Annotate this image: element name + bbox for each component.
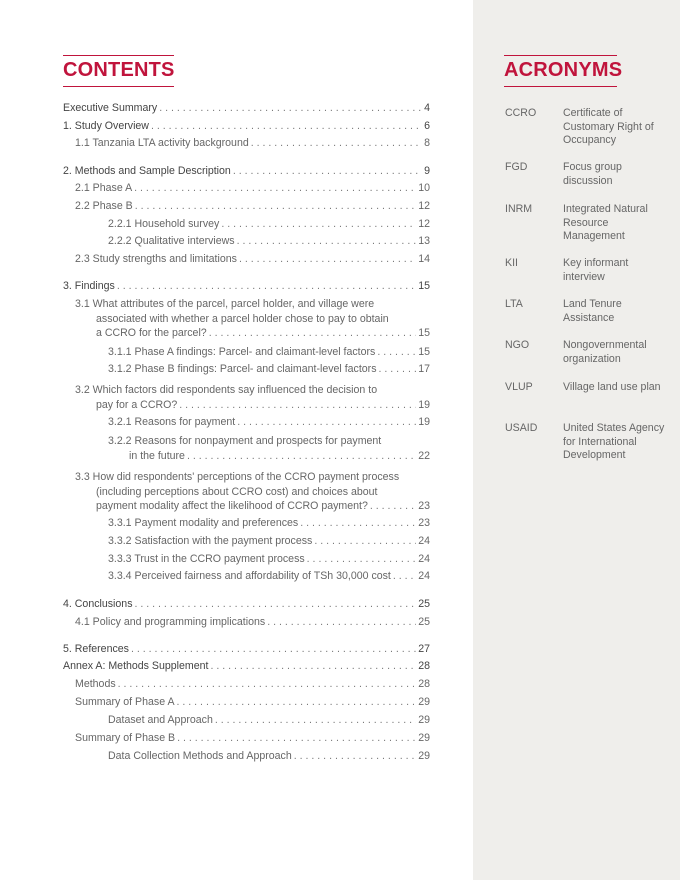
- dot-leader: [251, 135, 422, 151]
- toc-entry[interactable]: [75, 614, 430, 630]
- toc-entry[interactable]: [96, 498, 430, 514]
- toc-entry-title: Dataset and Approach: [108, 714, 213, 726]
- toc-entry[interactable]: [108, 361, 430, 377]
- acronym-abbr: INRM: [505, 203, 533, 215]
- toc-page-number: 19: [418, 398, 430, 411]
- toc-entry[interactable]: [108, 748, 430, 764]
- toc-entry[interactable]: [96, 397, 430, 413]
- dot-leader: [221, 216, 416, 232]
- toc-entry[interactable]: [63, 641, 430, 657]
- toc-entry-title: Summary of Phase A: [75, 696, 175, 708]
- acronym-definition: Village land use plan: [563, 381, 661, 393]
- toc-entry-title: 5. References: [63, 643, 129, 655]
- dot-leader: [177, 694, 417, 710]
- acronym-abbr: USAID: [505, 422, 538, 434]
- toc-page-number: 9: [424, 165, 430, 177]
- toc-entry[interactable]: [108, 216, 430, 232]
- toc-entry[interactable]: [108, 568, 430, 584]
- toc-entry-title: 2.2.1 Household survey: [108, 218, 220, 230]
- acronym-definition: Integrated Natural Resource Management: [563, 203, 648, 242]
- toc-entry-title: 3. Findings: [63, 280, 115, 292]
- toc-entry-line: 3.3 How did respondents' perceptions of the CCRO payment process: [75, 471, 400, 483]
- acronyms-heading: ACRONYMS: [504, 55, 617, 87]
- acronym-abbr: FGD: [505, 161, 528, 173]
- dot-leader: [294, 748, 416, 764]
- dot-leader: [131, 641, 416, 657]
- toc-entry-line: 3.2 Which factors did respondents say influenced the decision to: [75, 384, 378, 396]
- toc-page-number: 10: [418, 182, 430, 194]
- toc-entry[interactable]: [108, 533, 430, 549]
- toc-page-number: 25: [418, 598, 430, 610]
- toc-entry-title: 2.1 Phase A: [75, 182, 133, 194]
- contents-heading: CONTENTS: [63, 55, 174, 87]
- dot-leader: [117, 278, 416, 294]
- toc-entry-title: 3.3.4 Perceived fairness and affordability of TSh 30,000 cost: [108, 570, 391, 582]
- toc-entry-line: (including perceptions about CCRO cost) and choices about: [96, 485, 378, 498]
- acronym-abbr: CCRO: [505, 107, 537, 119]
- toc-entry[interactable]: [108, 233, 430, 249]
- acronym-definition: Focus group discussion: [563, 161, 622, 187]
- dot-leader: [134, 180, 416, 196]
- dot-leader: [314, 533, 416, 549]
- acronym-abbr: VLUP: [505, 381, 533, 393]
- toc-page-number: 22: [418, 449, 430, 462]
- toc-page-number: 19: [418, 416, 430, 428]
- toc-entry[interactable]: [75, 180, 430, 196]
- dot-leader: [210, 658, 416, 674]
- toc-entry-title: Methods: [75, 678, 116, 690]
- toc-entry[interactable]: [63, 163, 430, 179]
- dot-leader: [377, 344, 416, 360]
- toc-entry-title: in the future: [129, 449, 185, 462]
- toc-page-number: 24: [418, 553, 430, 565]
- dot-leader: [300, 515, 416, 531]
- dot-leader: [233, 163, 422, 179]
- toc-page-number: 23: [418, 517, 430, 529]
- toc-entry[interactable]: [96, 325, 430, 341]
- acronym-abbr: LTA: [505, 298, 523, 310]
- toc-page-number: 17: [418, 363, 430, 375]
- toc-entry[interactable]: [75, 694, 430, 710]
- dot-leader: [118, 676, 417, 692]
- dot-leader: [135, 198, 416, 214]
- toc-entry[interactable]: [63, 278, 430, 294]
- toc-page-number: 24: [418, 570, 430, 582]
- dot-leader: [187, 448, 416, 464]
- toc-entry[interactable]: [63, 596, 430, 612]
- dot-leader: [370, 498, 416, 514]
- toc-entry[interactable]: [75, 135, 430, 151]
- dot-leader: [177, 730, 416, 746]
- toc-entry-title: 3.3.3 Trust in the CCRO payment process: [108, 553, 305, 565]
- toc-page-number: 15: [418, 346, 430, 358]
- toc-entry-title: 1. Study Overview: [63, 120, 149, 132]
- dot-leader: [393, 568, 416, 584]
- toc-page-number: 13: [418, 235, 430, 247]
- acronym-definition: Nongovernmental organization: [563, 339, 647, 365]
- toc-entry-title: Annex A: Methods Supplement: [63, 660, 209, 672]
- toc-page-number: 8: [424, 137, 430, 149]
- toc-entry-title: Executive Summary: [63, 102, 158, 114]
- toc-entry-title: 2.2 Phase B: [75, 200, 133, 212]
- dot-leader: [307, 551, 417, 567]
- toc-entry-line: 3.1 What attributes of the parcel, parcel holder, and village were: [75, 298, 375, 310]
- dot-leader: [151, 118, 422, 134]
- acronym-definition: Certificate of Customary Right of Occupancy: [563, 107, 654, 146]
- acronyms-panel: [473, 0, 680, 880]
- toc-page-number: 28: [418, 678, 430, 690]
- toc-entry[interactable]: [63, 658, 430, 674]
- toc-entry[interactable]: [75, 251, 430, 267]
- toc-entry-line: 3.2.2 Reasons for nonpayment and prospects for payment: [108, 435, 382, 447]
- toc-entry-title: Data Collection Methods and Approach: [108, 750, 292, 762]
- toc-page-number: 6: [424, 120, 430, 132]
- dot-leader: [267, 614, 416, 630]
- toc-page-number: 24: [418, 535, 430, 547]
- dot-leader: [237, 414, 416, 430]
- toc-entry-title: 3.1.1 Phase A findings: Parcel- and claimant-level factors: [108, 346, 376, 358]
- toc-entry[interactable]: [108, 712, 430, 728]
- toc-entry-title: payment modality affect the likelihood of CCRO payment?: [96, 500, 368, 512]
- acronym-definition: United States Agency for International Development: [563, 422, 665, 461]
- toc-entry[interactable]: [108, 515, 430, 531]
- toc-page-number: 29: [418, 696, 430, 708]
- toc-entry-title: Summary of Phase B: [75, 732, 176, 744]
- toc-entry-title: a CCRO for the parcel?: [96, 327, 207, 339]
- toc-entry[interactable]: [75, 198, 430, 214]
- toc-entry-title: 2.2.2 Qualitative interviews: [108, 235, 235, 247]
- dot-leader: [215, 712, 416, 728]
- toc-entry-title: 4.1 Policy and programming implications: [75, 616, 266, 628]
- dot-leader: [239, 251, 416, 267]
- toc-page-number: 14: [418, 253, 430, 265]
- toc-entry[interactable]: [63, 118, 430, 134]
- dot-leader: [159, 100, 422, 116]
- dot-leader: [209, 325, 417, 341]
- toc-entry-title: 1.1 Tanzania LTA activity background: [75, 137, 249, 149]
- toc-page-number: 12: [418, 200, 430, 212]
- toc-entry[interactable]: [108, 344, 430, 360]
- toc-page-number: 28: [418, 660, 430, 672]
- dot-leader: [379, 361, 417, 377]
- toc-page-number: 15: [418, 280, 430, 292]
- toc-entry[interactable]: [108, 551, 430, 567]
- toc-entry-title: 2.3 Study strengths and limitations: [75, 253, 237, 265]
- dot-leader: [135, 596, 417, 612]
- toc-entry[interactable]: [129, 448, 430, 464]
- toc-page-number: 15: [418, 327, 430, 339]
- toc-page-number: 29: [418, 732, 430, 744]
- toc-page-number: 29: [418, 714, 430, 726]
- toc-entry-title: 3.2.1 Reasons for payment: [108, 416, 236, 428]
- toc-entry-title: 3.3.2 Satisfaction with the payment process: [108, 535, 313, 547]
- toc-page-number: 29: [418, 750, 430, 762]
- toc-entry[interactable]: [63, 100, 430, 116]
- toc-page-number: 4: [424, 102, 430, 114]
- toc-entry-title: pay for a CCRO?: [96, 398, 178, 411]
- toc-entry[interactable]: [75, 676, 430, 692]
- toc-entry[interactable]: [108, 414, 430, 430]
- acronym-abbr: NGO: [505, 339, 530, 351]
- toc-entry-line: associated with whether a parcel holder chose to pay to obtain: [96, 312, 389, 325]
- toc-entry-title: 4. Conclusions: [63, 598, 133, 610]
- toc-entry-title: 3.3.1 Payment modality and preferences: [108, 517, 299, 529]
- acronym-definition: Land Tenure Assistance: [563, 298, 622, 324]
- toc-page-number: 23: [418, 500, 430, 512]
- toc-page-number: 25: [418, 616, 430, 628]
- dot-leader: [237, 233, 417, 249]
- dot-leader: [179, 397, 416, 413]
- toc-page-number: 27: [418, 643, 430, 655]
- toc-page-number: 12: [418, 218, 430, 230]
- acronym-definition: Key informant interview: [563, 257, 629, 283]
- toc-entry[interactable]: [75, 730, 430, 746]
- toc-entry-title: 3.1.2 Phase B findings: Parcel- and claimant-level factors: [108, 363, 377, 375]
- acronym-abbr: KII: [505, 257, 518, 269]
- toc-entry-title: 2. Methods and Sample Description: [63, 165, 231, 177]
